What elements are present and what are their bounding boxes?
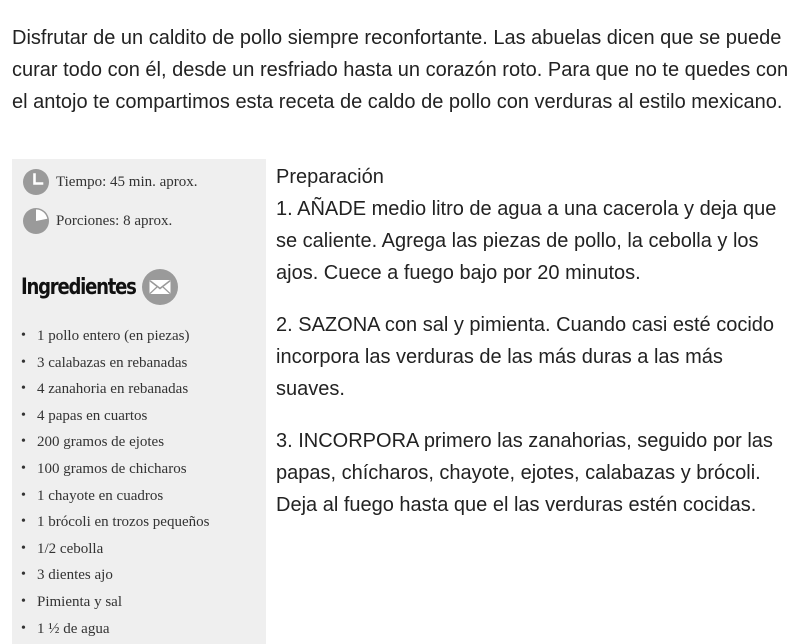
ingredient-item: • 1 pollo entero (en piezas) — [12, 323, 209, 350]
ingredient-item: • 1 chayote en cuadros — [12, 483, 209, 510]
pie-chart-icon — [23, 208, 49, 234]
envelope-icon[interactable] — [142, 269, 178, 305]
preparation-section — [276, 161, 786, 541]
preparation-title: Preparación — [276, 166, 384, 188]
ingredient-item: • 4 papas en cuartos — [12, 403, 209, 430]
preparation-step-3: 3. INCORPORA primero las zanahorias, seguido por las papas, chícharos, chayote, ejotes, calabazas y brócoli. Deja al fuego hasta que el las verduras estén cocidas. — [276, 430, 773, 516]
time-row — [23, 169, 198, 195]
time-text: Tiempo: 45 min. aprox. — [56, 173, 198, 190]
ingredient-item: • 4 zanahoria en rebanadas — [12, 376, 209, 403]
ingredients-title: Ingredientes — [21, 274, 136, 300]
ingredient-item: • 1 ½ de agua — [12, 616, 209, 643]
ingredient-item: • 1/2 cebolla — [12, 536, 209, 563]
ingredient-item: • 1 brócoli en trozos pequeños — [12, 509, 209, 536]
ingredient-item: • 3 dientes ajo — [12, 562, 209, 589]
ingredient-item: • Pimienta y sal — [12, 589, 209, 616]
ingredient-item: • 3 calabazas en rebanadas — [12, 350, 209, 377]
intro-paragraph: Disfrutar de un caldito de pollo siempre reconfortante. Las abuelas dicen que se puede curar todo con él, desde un resfriado hasta un corazón roto. Para que no te quedes con el antojo te compartimos esta receta de caldo de pollo con verduras al estilo mexicano. — [12, 27, 789, 113]
ingredients-header — [21, 267, 161, 307]
portions-row — [23, 208, 172, 234]
preparation-step-2: 2. SAZONA con sal y pimienta. Cuando casi esté cocido incorpora las verduras de las más duras a las más suaves. — [276, 314, 775, 400]
ingredients-list — [12, 323, 209, 642]
clock-icon — [23, 169, 49, 195]
ingredient-item: • 100 gramos de chicharos — [12, 456, 209, 483]
recipe-sidebar — [12, 159, 266, 644]
portions-text: Porciones: 8 aprox. — [56, 212, 173, 229]
ingredient-item: • 200 gramos de ejotes — [12, 429, 209, 456]
preparation-step-1: 1. AÑADE medio litro de agua a una cacerola y deja que se caliente. Agrega las piezas de pollo, la cebolla y los ajos. Cuece a fuego bajo por 20 minutos. — [276, 198, 777, 284]
